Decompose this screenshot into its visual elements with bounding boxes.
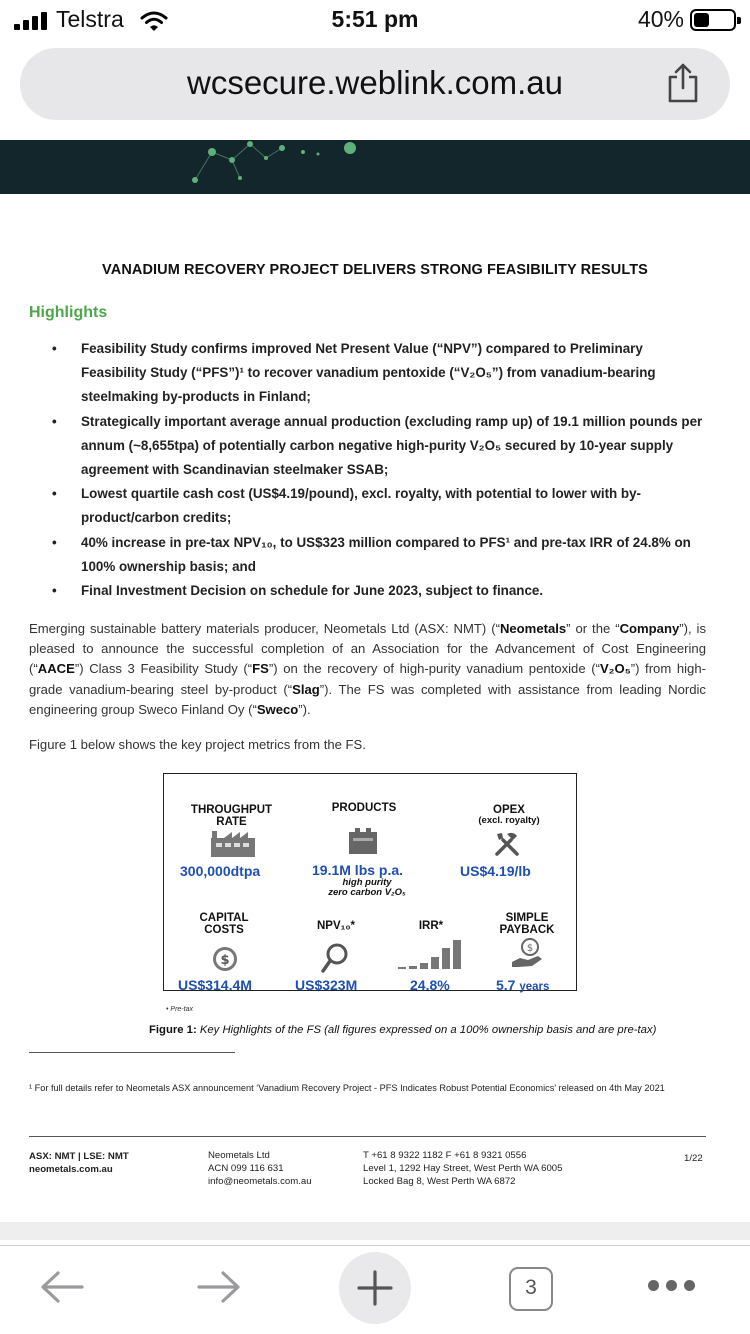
capex-value: US$314.4M: [178, 977, 252, 993]
irr-label: IRR*: [418, 920, 444, 932]
opex-subtitle: (excl. royalty): [478, 815, 540, 826]
footer-ticker: ASX: NMT | LSE: NMT neometals.com.au: [29, 1151, 129, 1175]
pretax-note: • Pre-tax: [166, 1006, 193, 1013]
page-number: 1/22: [684, 1153, 703, 1164]
network-graphic-icon: [0, 140, 750, 194]
share-icon[interactable]: [666, 62, 700, 104]
npv-value: US$323M: [295, 977, 358, 993]
figure-intro-text: Figure 1 below shows the key project metrics from the FS.: [29, 737, 366, 752]
payback-value: 5.7 years: [496, 977, 550, 993]
list-item: • Feasibility Study confirms improved Net Present Value (“NPV”) compared to Preliminary Feasibility Study (“PFS”)¹ to recover vanadium pentoxide (“V₂O₅”) from vanadium-bearing steelmaking by-products in Finland;: [52, 337, 712, 410]
highlights-heading: Highlights: [29, 304, 108, 321]
clock: 5:51 pm: [331, 6, 419, 32]
throughput-value: 300,000dtpa: [180, 863, 261, 879]
figure-caption: Figure 1: Key Highlights of the FS (all figures expressed on a 100% ownership basis and are pre-tax): [149, 1024, 657, 1036]
back-arrow-icon[interactable]: [38, 1267, 86, 1307]
footer-contact: T +61 8 9322 1182 F +61 8 9321 0556 Level 1, 1292 Hay Street, West Perth WA 6005 Locked Bag 8, West Perth WA 6872: [363, 1150, 563, 1187]
more-dots-icon[interactable]: [648, 1280, 696, 1294]
new-tab-button[interactable]: [339, 1252, 411, 1324]
url-text[interactable]: wcsecure.weblink.com.au: [187, 64, 563, 101]
svg-text:$: $: [526, 943, 534, 954]
opex-value: US$4.19/lb: [460, 863, 531, 879]
status-bar: [0, 0, 750, 42]
intro-paragraph: Emerging sustainable battery materials producer, Neometals Ltd (ASX: NMT) (“Neometals” or the “Company”), is pleased to announce the successful completion of an Association for the Advancement of Cost Engineering (“AACE”) Class 3 Feasibility Study (“FS”) on the recovery of high-purity vanadium pentoxide (“V₂O₅”) from high-grade vanadium-bearing steel by-product (“Slag”). The FS was completed with assistance from leading Nordic engineering group Sweco Finland Oy (“Sweco”).: [29, 621, 707, 717]
key-metrics-figure: [163, 773, 577, 991]
highlights-list: [52, 337, 712, 603]
list-item: • Strategically important average annual production (excluding ramp up) of 19.1 million pounds per annum (~8,655tpa) of potentially carbon negative high-purity V₂O₅ secured by 10-year supply agreement with Scandinavian steelmaker SSAB;: [52, 410, 712, 483]
payback-label: SIMPLE PAYBACK: [499, 912, 555, 936]
factory-icon: [210, 828, 256, 858]
battery-percent: 40%: [637, 6, 684, 32]
products-subtitle: high purity zero carbon V₂O₅: [328, 877, 406, 898]
footnote: ¹ For full details refer to Neometals ASX announcement ‘Vanadium Recovery Project - PFS Indicates Robust Potential Economics’ released on 4th May 2021: [29, 1083, 665, 1093]
tabs-button[interactable]: 3: [509, 1267, 553, 1311]
opex-label: OPEX: [493, 804, 525, 816]
bar-growth-icon: [396, 938, 474, 972]
page-separator: [0, 1222, 750, 1240]
tools-icon: [493, 830, 521, 856]
battery-product-icon: [348, 826, 378, 856]
svg-text:$: $: [220, 953, 230, 968]
footnote-divider: [29, 1052, 235, 1053]
battery-level-fill: [694, 13, 709, 27]
npv-label: NPV₁₀*: [316, 920, 356, 932]
document-title: VANADIUM RECOVERY PROJECT DELIVERS STRONG FEASIBILITY RESULTS: [102, 262, 648, 278]
footer-divider: [29, 1136, 706, 1137]
magnifier-icon: [320, 942, 350, 974]
document-header-banner: [0, 140, 750, 194]
throughput-label: THROUGHPUT RATE: [190, 804, 273, 828]
forward-arrow-icon[interactable]: [195, 1267, 243, 1307]
hand-coin-icon: [510, 938, 544, 970]
battery-icon: [690, 9, 736, 31]
footer-company: Neometals Ltd ACN 099 116 631 info@neometals.com.au: [208, 1150, 312, 1187]
capex-label: CAPITAL COSTS: [199, 912, 249, 936]
carrier-name: Telstra: [56, 6, 124, 32]
dollar-coin-icon: [212, 946, 238, 972]
list-item: • Lowest quartile cash cost (US$4.19/pound), excl. royalty, with potential to lower with by-product/carbon credits;: [52, 482, 712, 530]
list-item: • Final Investment Decision on schedule for June 2023, subject to finance.: [52, 579, 712, 603]
plus-icon: [339, 1252, 411, 1324]
irr-value: 24.8%: [410, 977, 450, 993]
list-item: • 40% increase in pre-tax NPV₁₀, to US$323 million compared to PFS¹ and pre-tax IRR of 24.8% on 100% ownership basis; and: [52, 531, 712, 579]
products-label: PRODUCTS: [331, 802, 397, 814]
products-value: 19.1M lbs p.a.: [312, 862, 404, 878]
